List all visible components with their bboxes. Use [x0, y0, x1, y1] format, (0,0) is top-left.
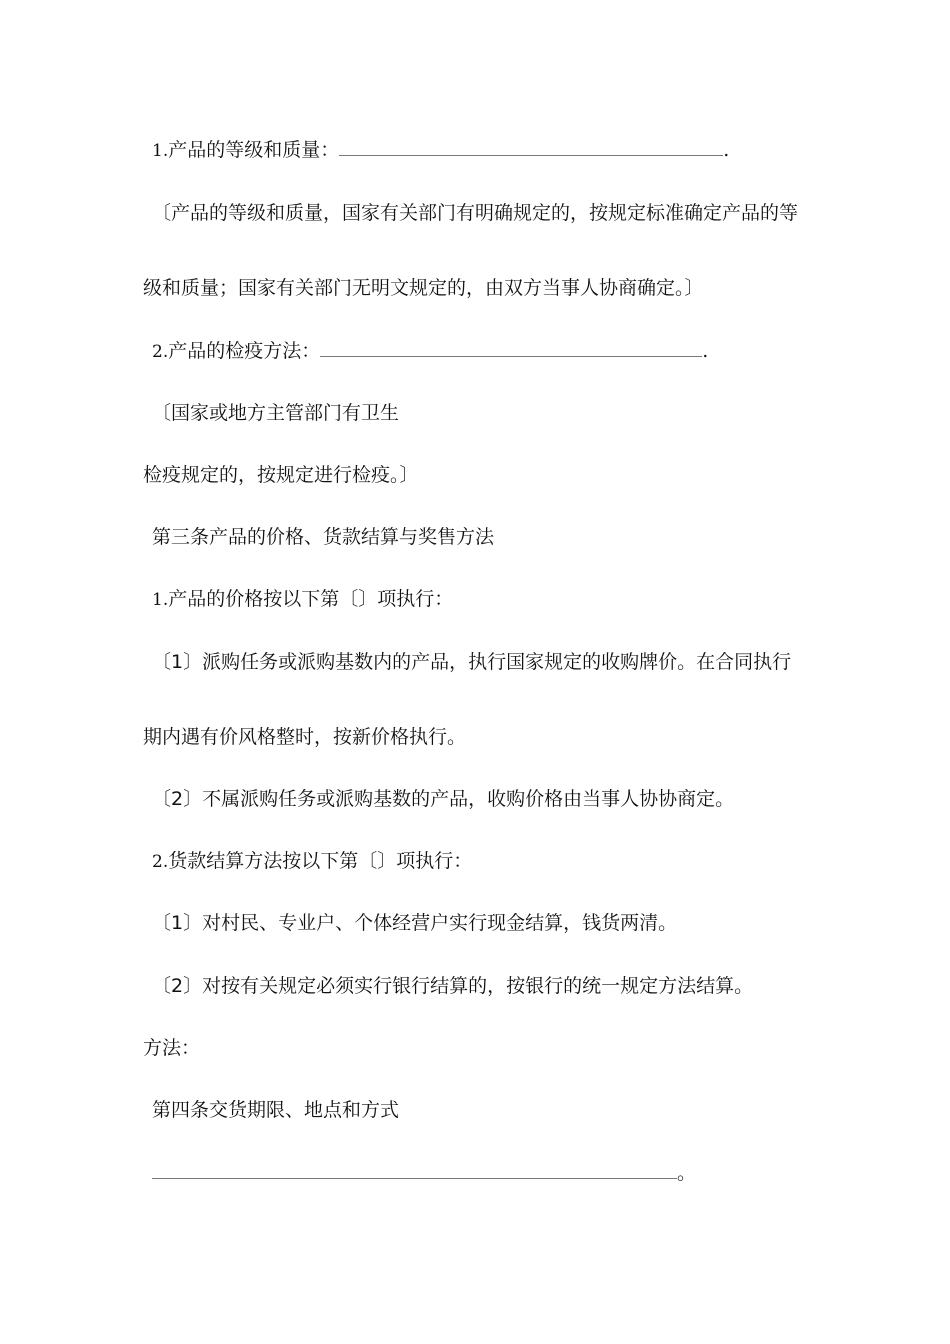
- line-end-mark: .: [702, 340, 709, 362]
- note-line: [152, 201, 798, 225]
- sub-item-text: 〔2〕对按有关规定必须实行银行结算的，按银行的统一规定方法结算。: [152, 975, 754, 997]
- item-number: 1.: [152, 141, 169, 161]
- note-text: 〔产品的等级和质量，国家有关部门有明确规定的，按规定标准确定产品的等: [152, 202, 799, 224]
- clause-line: [152, 849, 472, 874]
- sub-item-line: [143, 725, 466, 749]
- clause-line: [152, 339, 708, 364]
- note-text: 检疫规定的，按规定进行检疫。〕: [143, 464, 419, 486]
- label-line: [143, 1036, 200, 1060]
- label-text: 方法：: [143, 1037, 201, 1059]
- item-text: 产品的检疫方法：: [168, 340, 321, 362]
- fill-in-blank[interactable]: [339, 141, 723, 156]
- heading-text: 第三条产品的价格、货款结算与奖售方法: [152, 526, 495, 548]
- note-line: [152, 401, 399, 425]
- sub-item-text: 〔1〕派购任务或派购基数内的产品，执行国家规定的收购牌价。在合同执行: [152, 651, 792, 673]
- article-heading: [152, 525, 494, 549]
- fill-in-blank[interactable]: [152, 1164, 677, 1179]
- clause-line: [152, 587, 453, 612]
- fill-in-blank[interactable]: [320, 342, 702, 357]
- line-end-mark: 。: [677, 1162, 697, 1184]
- item-number: 2.: [152, 342, 169, 362]
- item-text: 产品的等级和质量：: [168, 139, 340, 161]
- article-heading: [152, 1098, 399, 1122]
- note-line: [143, 276, 704, 300]
- item-number: 2.: [152, 852, 169, 872]
- note-text: 〔国家或地方主管部门有卫生: [152, 402, 400, 424]
- blank-line: [152, 1161, 696, 1185]
- sub-item-text: 〔1〕对村民、专业户、个体经营户实行现金结算，钱货两清。: [152, 912, 678, 934]
- sub-item-line: [152, 911, 677, 935]
- sub-item-text: 〔2〕不属派购任务或派购基数的产品，收购价格由当事人协协商定。: [152, 788, 735, 810]
- item-text: 货款结算方法按以下第〔〕项执行：: [168, 850, 473, 872]
- sub-item-text: 期内遇有价风格整时，按新价格执行。: [143, 726, 467, 748]
- sub-item-line: [152, 650, 791, 674]
- heading-text: 第四条交货期限、地点和方式: [152, 1099, 400, 1121]
- line-end-mark: .: [723, 139, 730, 161]
- clause-line: [152, 138, 729, 163]
- item-number: 1.: [152, 590, 169, 610]
- sub-item-line: [152, 787, 734, 811]
- sub-item-line: [152, 974, 753, 998]
- item-text: 产品的价格按以下第〔〕项执行：: [168, 588, 454, 610]
- note-text: 级和质量；国家有关部门无明文规定的，由双方当事人协商确定。〕: [143, 277, 704, 299]
- note-line: [143, 463, 419, 487]
